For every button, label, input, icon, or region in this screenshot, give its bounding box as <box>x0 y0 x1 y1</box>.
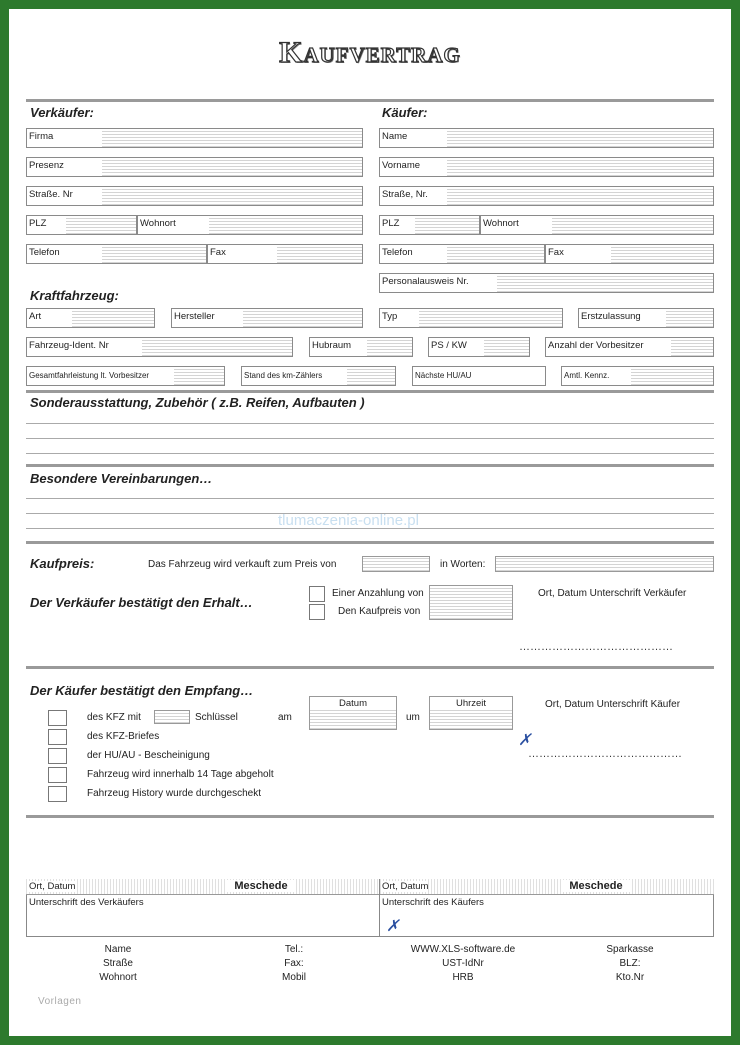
vehicle-heading: Kraftfahrzeug: <box>30 288 119 303</box>
vehicle-hersteller-field[interactable]: Hersteller <box>171 308 363 328</box>
buyer-heading: Käufer: <box>382 105 428 120</box>
anzahlung-checkbox[interactable] <box>309 586 325 602</box>
footer-hrb: HRB <box>452 972 474 983</box>
kfz-label: des KFZ mit <box>87 712 141 723</box>
writing-line[interactable] <box>26 498 714 499</box>
buyer-ort-datum: Ort, Datum <box>382 881 429 892</box>
brief-label: des KFZ-Briefes <box>87 731 160 742</box>
footer-ustid: UST-IdNr <box>442 958 484 969</box>
footer-street: Straße <box>102 958 133 969</box>
footer-city: Wohnort <box>99 972 137 983</box>
brand-watermark: Vorlagen <box>38 996 82 1007</box>
kaufpreis-label: Den Kaufpreis von <box>338 606 421 617</box>
buyer-signature-label: Unterschrift des Käufers <box>382 897 484 908</box>
seller-firma-field[interactable]: Firma <box>26 128 363 148</box>
kaufpreis-text: Das Fahrzeug wird verkauft zum Preis von <box>148 559 337 570</box>
kfz-checkbox[interactable] <box>48 710 67 726</box>
worten-field[interactable] <box>495 556 714 572</box>
seller-ort-datum: Ort, Datum <box>29 881 76 892</box>
footer-mobil: Mobil <box>282 972 306 983</box>
seller-signature-area[interactable] <box>26 913 379 937</box>
vehicle-stand-field[interactable]: Stand des km-Zählers <box>241 366 396 386</box>
abgeholt-checkbox[interactable] <box>48 767 67 783</box>
erhalt-heading: Der Verkäufer bestätigt den Erhalt… <box>30 595 253 610</box>
vehicle-vorbesitzer-field[interactable]: Anzahl der Vorbesitzer <box>545 337 714 357</box>
am-label: am <box>278 712 292 723</box>
sonder-heading: Sonderausstattung, Zubehör ( z.B. Reifen, Aufbauten ) <box>30 395 365 410</box>
seller-heading: Verkäufer: <box>30 105 94 120</box>
um-label: um <box>406 712 420 723</box>
writing-line[interactable] <box>26 453 714 454</box>
buyer-wohnort-field[interactable]: Wohnort <box>480 215 714 235</box>
vehicle-ident-field[interactable]: Fahrzeug-Ident. Nr <box>26 337 293 357</box>
seller-telefon-field[interactable]: Telefon <box>26 244 207 264</box>
kaufpreis-heading: Kaufpreis: <box>30 556 95 571</box>
check-mark-icon: ✗ <box>518 730 532 749</box>
buyer-sign-line[interactable]: …………………………………… <box>528 748 682 760</box>
kaufpreis-amount-field[interactable] <box>362 556 430 572</box>
seller-street-field[interactable]: Straße. Nr <box>26 186 363 206</box>
vehicle-ps-field[interactable]: PS / KW <box>428 337 530 357</box>
schluessel-label: Schlüssel <box>195 712 238 723</box>
check-mark-icon: ✗ <box>386 916 400 935</box>
writing-line[interactable] <box>26 438 714 439</box>
writing-line[interactable] <box>26 423 714 424</box>
seller-plz-field[interactable]: PLZ <box>26 215 137 235</box>
huau-checkbox[interactable] <box>48 748 67 764</box>
divider <box>26 99 714 102</box>
vehicle-gesamtfahr-field[interactable]: Gesamtfahrleistung lt. Vorbesitzer <box>26 366 225 386</box>
footer-fax: Fax: <box>284 958 304 969</box>
abgeholt-label: Fahrzeug wird innerhalb 14 Tage abgeholt <box>87 769 274 780</box>
schluessel-count-field[interactable] <box>154 710 190 724</box>
seller-place: Meschede <box>226 880 296 892</box>
huau-label: der HU/AU - Bescheinigung <box>87 750 210 761</box>
footer-tel: Tel.: <box>284 944 304 955</box>
footer-konto: Kto.Nr <box>615 972 645 983</box>
history-label: Fahrzeug History wurde durchgeschekt <box>87 788 261 799</box>
watermark-text: tlumaczenia-online.pl <box>278 512 419 529</box>
buyer-ausweis-field[interactable]: Personalausweis Nr. <box>379 273 714 293</box>
worten-label: in Worten: <box>440 559 486 570</box>
seller-sign-label: Ort, Datum Unterschrift Verkäufer <box>538 588 687 599</box>
divider <box>26 464 714 467</box>
brief-checkbox[interactable] <box>48 729 67 745</box>
kaufpreis-checkbox[interactable] <box>309 604 325 620</box>
datum-field[interactable]: Datum <box>309 696 397 730</box>
buyer-name-field[interactable]: Name <box>379 128 714 148</box>
seller-fax-field[interactable]: Fax <box>207 244 363 264</box>
anzahlung-label: Einer Anzahlung von <box>332 588 424 599</box>
vehicle-erstzulassung-field[interactable]: Erstzulassung <box>578 308 714 328</box>
divider <box>26 666 714 669</box>
footer-bank: Sparkasse <box>606 944 654 955</box>
seller-presenz-field[interactable]: Presenz <box>26 157 363 177</box>
buyer-sign-label: Ort, Datum Unterschrift Käufer <box>545 699 681 710</box>
vehicle-hubraum-field[interactable]: Hubraum <box>309 337 413 357</box>
vehicle-typ-field[interactable]: Typ <box>379 308 563 328</box>
history-checkbox[interactable] <box>48 786 67 802</box>
erhalt-amount-field[interactable] <box>429 585 513 620</box>
besondere-heading: Besondere Vereinbarungen… <box>30 471 213 486</box>
buyer-fax-field[interactable]: Fax <box>545 244 714 264</box>
vehicle-hu-field[interactable]: Nächste HU/AU <box>412 366 546 386</box>
buyer-telefon-field[interactable]: Telefon <box>379 244 545 264</box>
page-title: Kaufvertrag <box>279 36 461 69</box>
footer-name: Name <box>104 944 132 955</box>
uhrzeit-field[interactable]: Uhrzeit <box>429 696 513 730</box>
vehicle-kennz-field[interactable]: Amtl. Kennz. <box>561 366 714 386</box>
divider <box>26 815 714 818</box>
buyer-vorname-field[interactable]: Vorname <box>379 157 714 177</box>
buyer-street-field[interactable]: Straße, Nr. <box>379 186 714 206</box>
seller-wohnort-field[interactable]: Wohnort <box>137 215 363 235</box>
buyer-place: Meschede <box>561 880 631 892</box>
seller-sign-line[interactable]: …………………………………… <box>519 641 673 653</box>
buyer-signature-area[interactable] <box>380 913 714 937</box>
vehicle-art-field[interactable]: Art <box>26 308 155 328</box>
buyer-plz-field[interactable]: PLZ <box>379 215 480 235</box>
footer-blz: BLZ: <box>619 958 641 969</box>
seller-signature-label: Unterschrift des Verkäufers <box>29 897 144 908</box>
divider <box>26 541 714 544</box>
divider <box>26 390 714 393</box>
footer-website: WWW.XLS-software.de <box>410 944 516 955</box>
empfang-heading: Der Käufer bestätigt den Empfang… <box>30 683 254 698</box>
